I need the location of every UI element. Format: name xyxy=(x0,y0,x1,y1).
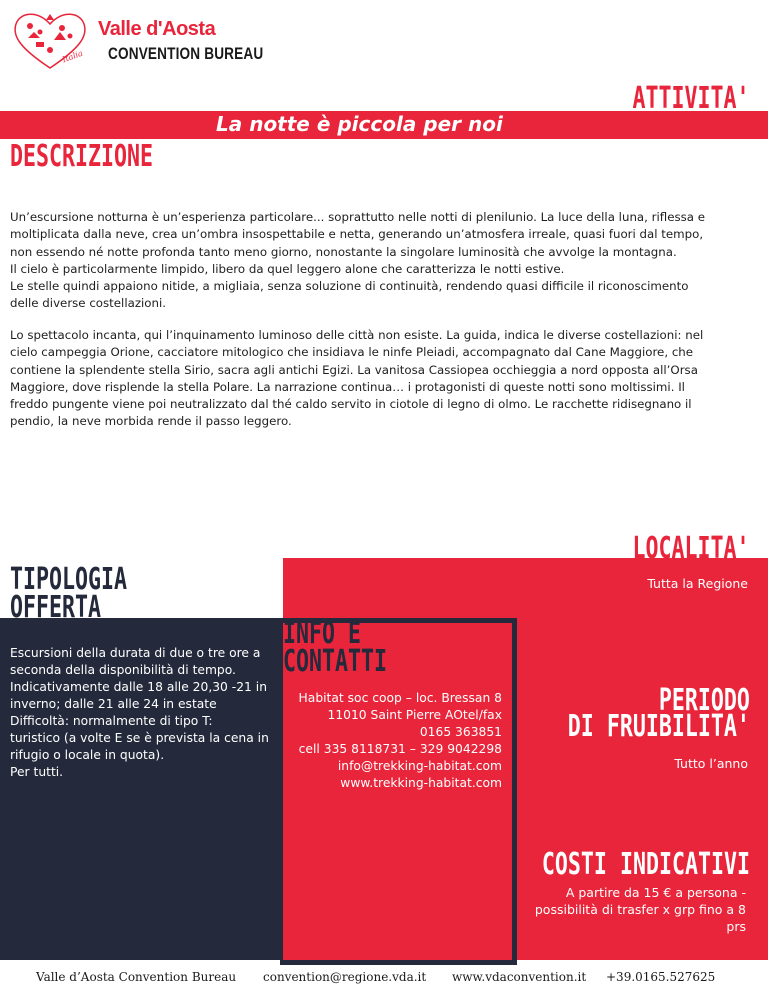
heading-line: INFO E xyxy=(283,616,362,651)
text-line: rifugio o locale in quota). xyxy=(10,748,165,762)
footer-email-link[interactable]: convention@regione.vda.it xyxy=(263,970,427,984)
footer xyxy=(0,963,768,994)
text-line: possibilità di trasfer x grp fino a 8 xyxy=(534,902,746,917)
contact-address: Habitat soc coop – loc. Bressan 8 xyxy=(298,691,502,705)
costi-text xyxy=(496,884,746,935)
text-line: seconda della disponibilità di tempo. xyxy=(10,663,236,677)
footer-web-link[interactable]: www.vdaconvention.it xyxy=(452,970,587,984)
text-line: moltiplicata dalla neve, crea un’ombra insospettabile e netta, generando un’atmosfera irreale, quasi fuori dal tempo, xyxy=(10,227,704,242)
text-line: contiene la splendente stella Sirio, sacra agli antichi Egizi. La vanitosa Cassiopea occhieggia a nord opposta all’Orsa xyxy=(10,362,698,377)
heart-text: Italia xyxy=(61,48,84,65)
heading-line: OFFERTA xyxy=(10,590,102,625)
text-line: non essendo né notte profonda tanto meno giorno, nonostante la singolare luminosità che avvolge la montagna. xyxy=(10,244,677,259)
text-line: pendio, la neve morbida rende il passo leggero. xyxy=(10,414,292,429)
text-line: Lo spettacolo incanta, qui l’inquinamento luminoso delle città non esiste. La guida, indica le diverse costellazioni: nel xyxy=(10,328,704,342)
contact-mobile: cell 335 8118731 – 329 9042298 xyxy=(298,742,502,756)
heading-tipologia xyxy=(10,562,128,625)
page-title: La notte è piccola per noi xyxy=(216,112,503,136)
text-line: Il cielo è particolarmente limpido, libero da quel leggero alone che caratterizza le notti estive. xyxy=(10,261,565,276)
contact-website-link[interactable]: www.trekking-habitat.com xyxy=(340,776,502,790)
heading-localita: LOCALITA' xyxy=(632,531,750,566)
text-line: cielo campeggia Orione, cacciatore mitologico che insidiava le ninfe Pleiadi, accompagnato dal Cane Maggiore, che xyxy=(10,345,694,360)
text-line: Un’escursione notturna è un’esperienza particolare... soprattutto nelle notti di plenilunio. La luce della luna, riflessa e xyxy=(10,210,705,224)
contact-details xyxy=(288,690,502,792)
contact-email-link[interactable]: info@trekking-habitat.com xyxy=(337,759,502,773)
text-line: turistico (a volte E se è prevista la cena in xyxy=(10,731,269,745)
description-paragraph-2 xyxy=(10,327,758,431)
text-line: Indicativamente dalle 18 alle 20,30 -21 in xyxy=(10,680,267,694)
text-line: inverno; dalle 21 alle 24 in estate xyxy=(10,697,217,711)
heading-line: TIPOLOGIA xyxy=(10,562,128,597)
text-line: Le stelle quindi appaiono nitide, a migliaia, senza soluzione di continuità, rendendo quasi difficile il riconoscimento xyxy=(10,279,689,294)
text-line: freddo pungente viene poi neutralizzato dal thé caldo servito in ciotole di legno di olmo. Le racchette ridisegnano il xyxy=(10,397,692,412)
footer-org: Valle d’Aosta Convention Bureau xyxy=(36,970,237,984)
tipologia-text xyxy=(10,645,278,781)
localita-value: Tutta la Regione xyxy=(647,576,748,591)
text-line: Maggiore, dove risplende la stella Polare. La narrazione continua… i protagonisti di queste notti sono moltissimi. Il xyxy=(10,379,685,394)
heart-logo-icon xyxy=(10,8,90,72)
text-line: delle diverse costellazioni. xyxy=(10,296,167,311)
heading-descrizione: DESCRIZIONE xyxy=(10,139,154,174)
periodo-value: Tutto l’anno xyxy=(674,756,748,771)
text-line: prs xyxy=(726,919,746,934)
heading-info-contatti xyxy=(283,616,388,679)
brand-subtitle: CONVENTION BUREAU xyxy=(108,44,264,63)
brand-logo xyxy=(10,8,264,72)
contact-city: 11010 Saint Pierre AOtel/fax xyxy=(327,708,502,722)
brand-name: Valle d'Aosta xyxy=(98,18,216,40)
heading-periodo xyxy=(567,683,750,744)
heading-line: PERIODO xyxy=(658,683,750,718)
text-line: Escursioni della durata di due o tre ore a xyxy=(10,646,261,660)
footer-phone: +39.0165.527625 xyxy=(606,970,716,984)
heading-line: CONTATTI xyxy=(283,644,388,679)
text-line: A partire da 15 € a persona - xyxy=(565,885,746,900)
section-heading-attivita: ATTIVITA' xyxy=(632,81,750,116)
contact-phone: 0165 363851 xyxy=(419,725,502,739)
heading-line: DI FRUIBILITA' xyxy=(567,709,750,744)
text-line: Per tutti. xyxy=(10,765,64,779)
description-paragraph-1 xyxy=(10,209,758,313)
heading-costi: COSTI INDICATIVI xyxy=(541,847,750,882)
text-line: Difficoltà: normalmente di tipo T: xyxy=(10,714,213,728)
